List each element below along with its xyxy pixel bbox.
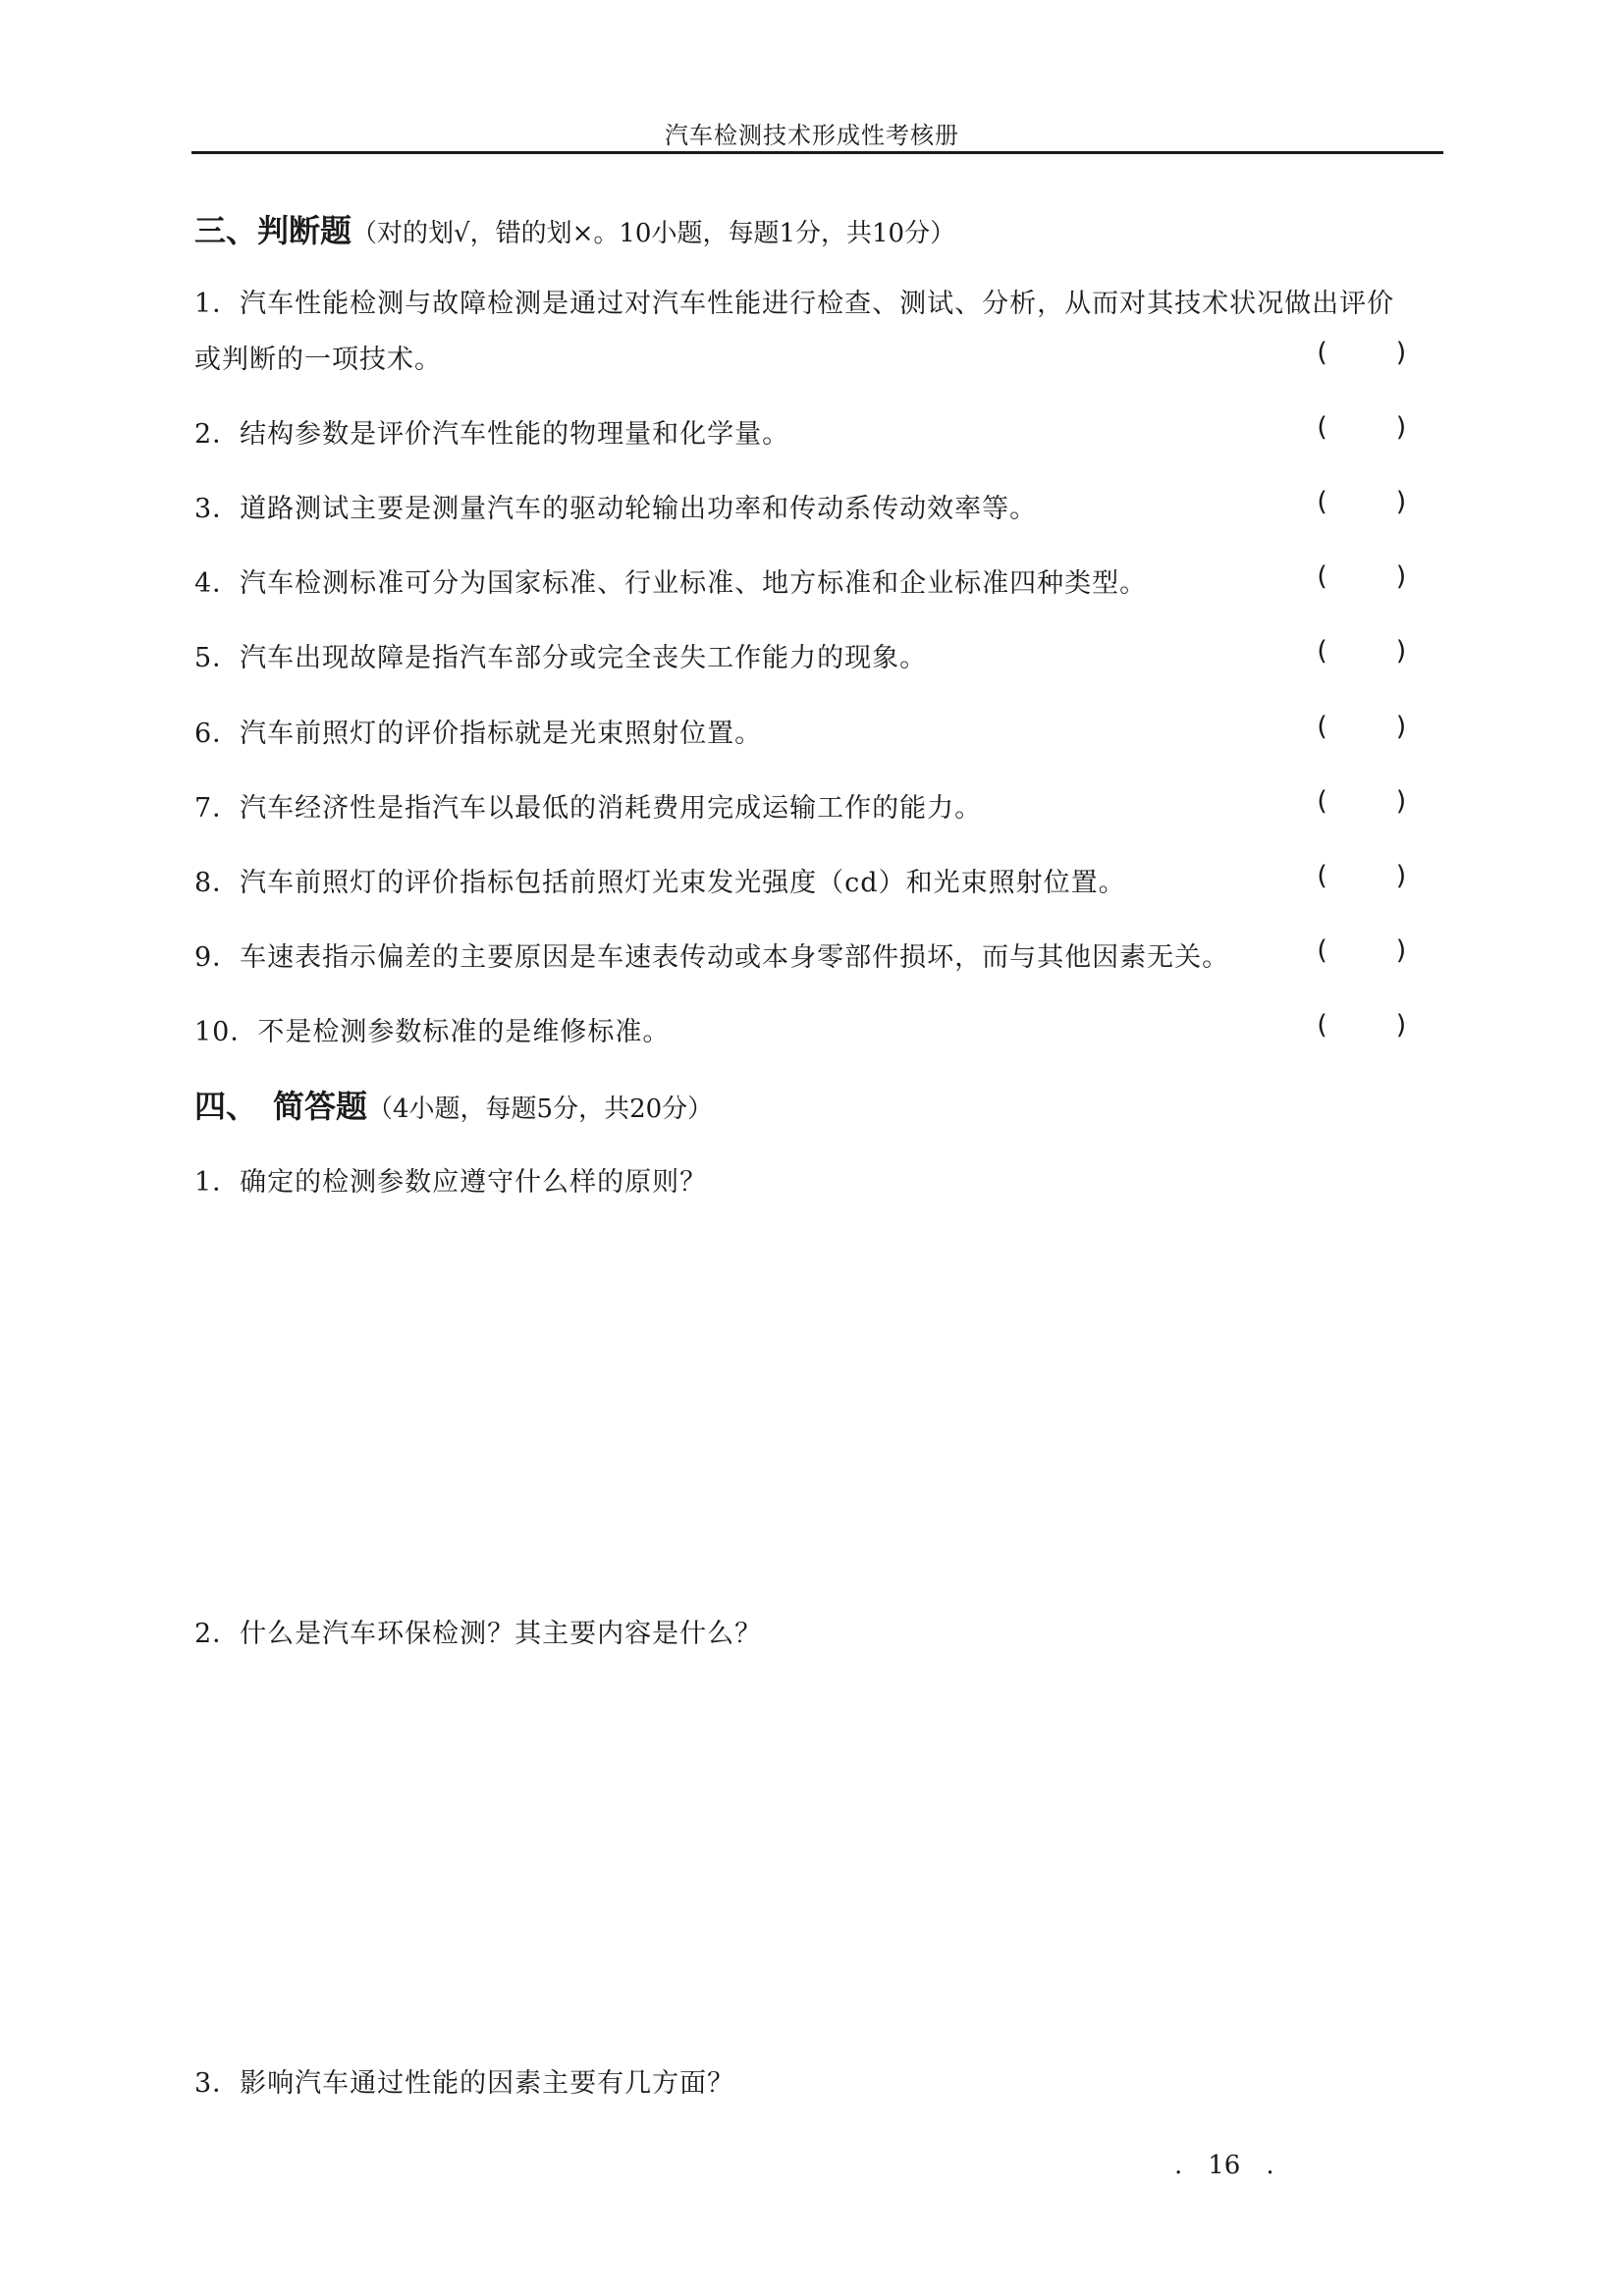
page-header-title: 汽车检测技术形成性考核册 [665,122,959,149]
section-3-heading [194,206,955,251]
tf-answer-blank-6[interactable]: ( ) [1314,712,1410,742]
tf-question-6: 6．汽车前照灯的评价指标就是光束照射位置。 [194,719,763,749]
tf-answer-blank-4[interactable]: ( ) [1314,561,1410,592]
tf-answer-blank-3[interactable]: ( ) [1314,487,1410,517]
tf-question-8: 8．汽车前照灯的评价指标包括前照灯光束发光强度（cd）和光束照射位置。 [194,868,1126,898]
tf-answer-blank-10[interactable]: ( ) [1314,1010,1410,1041]
tf-question-2: 2．结构参数是评价汽车性能的物理量和化学量。 [194,419,790,450]
tf-answer-blank-1[interactable]: ( ) [1314,338,1410,368]
tf-answer-blank-5[interactable]: ( ) [1314,636,1410,667]
tf-question-1-line-2: 或判断的一项技术。 [194,345,442,375]
section-4-note: （4小题，每题5分，共20分） [367,1095,714,1124]
short-answer-question-1: 1．确定的检测参数应遵守什么样的原则？ [194,1167,708,1198]
tf-question-9: 9．车速表指示偏差的主要原因是车速表传动或本身零部件损坏，而与其他因素无关。 [194,942,1230,973]
tf-answer-blank-7[interactable]: ( ) [1314,786,1410,817]
tf-answer-blank-2[interactable]: ( ) [1314,412,1410,443]
tf-question-4: 4．汽车检测标准可分为国家标准、行业标准、地方标准和企业标准四种类型。 [194,568,1148,599]
section-4-heading [194,1082,713,1127]
tf-answer-blank-8[interactable]: ( ) [1314,861,1410,891]
header-divider [191,151,1443,154]
tf-question-7: 7．汽车经济性是指汽车以最低的消耗费用完成运输工作的能力。 [194,793,983,824]
section-3-note: （对的划√，错的划×。10小题，每题1分，共10分） [352,219,956,248]
tf-answer-blank-9[interactable]: ( ) [1314,935,1410,966]
tf-question-10: 10．不是检测参数标准的是维修标准。 [194,1017,671,1047]
tf-question-1-line-1: 1．汽车性能检测与故障检测是通过对汽车性能进行检查、测试、分析，从而对其技术状况做出评价 [194,289,1395,319]
page-number: . 16 . [1174,2151,1274,2180]
short-answer-question-3: 3．影响汽车通过性能的因素主要有几方面？ [194,2068,735,2099]
tf-question-5: 5．汽车出现故障是指汽车部分或完全丧失工作能力的现象。 [194,643,928,673]
short-answer-question-2: 2．什么是汽车环保检测？其主要内容是什么？ [194,1619,763,1649]
tf-question-3: 3．道路测试主要是测量汽车的驱动轮输出功率和传动系传动效率等。 [194,494,1038,524]
section-4-title: 四、 简答题 [194,1088,368,1125]
section-3-title: 三、判断题 [194,212,352,249]
